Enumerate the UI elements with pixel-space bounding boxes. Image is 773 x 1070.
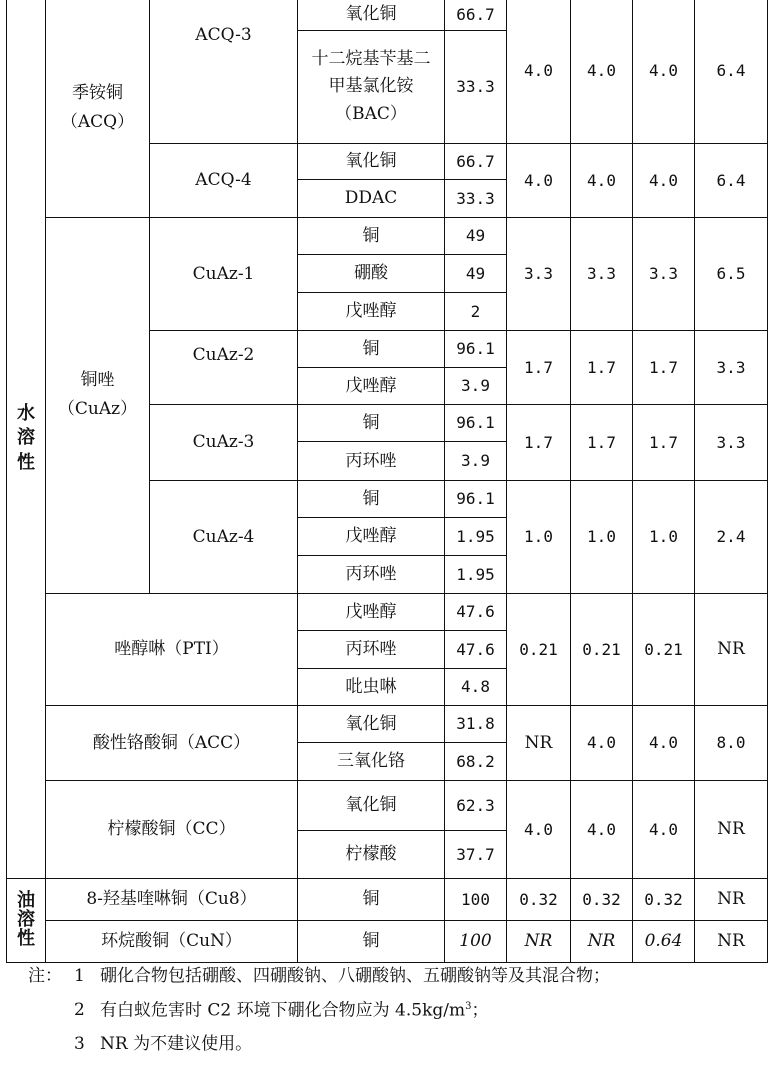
percent-cell: 100 xyxy=(445,879,507,921)
level-cell: NR xyxy=(507,921,571,963)
percent-cell: 33.3 xyxy=(445,31,507,144)
ingredient-cell: 戊唑醇 xyxy=(298,293,445,331)
group-cun: 环烷酸铜（CuN） xyxy=(46,921,298,963)
percent-cell: 37.7 xyxy=(445,831,507,879)
group-acc: 酸性铬酸铜（ACC） xyxy=(46,706,298,781)
category-water-soluble: 水 溶 性 xyxy=(7,0,46,879)
group-cc: 柠檬酸铜（CC） xyxy=(46,781,298,879)
ingredient-cell: 柠檬酸 xyxy=(298,831,445,879)
percent-cell: 49 xyxy=(445,255,507,293)
level-cell: 1.7 xyxy=(571,331,633,405)
level-cell: 1.7 xyxy=(507,405,571,481)
ingredient-cell: 丙环唑 xyxy=(298,556,445,594)
level-cell: 3.3 xyxy=(507,218,571,331)
group-cu8: 8-羟基喹啉铜（Cu8） xyxy=(46,879,298,921)
group-cuaz: 铜唑 （CuAz） xyxy=(46,218,150,594)
ingredient-cell: 氧化铜 xyxy=(298,706,445,743)
percent-cell: 31.8 xyxy=(445,706,507,743)
note-text: 有白蚁危害时 C2 环境下硼化合物应为 $4.5kg/m^3$； xyxy=(100,1000,489,1021)
level-cell: 4.0 xyxy=(633,781,695,879)
percent-cell: 3.9 xyxy=(445,442,507,481)
ingredient-cell: 氧化铜 xyxy=(298,781,445,831)
note-text: NR 为不建议使用。 xyxy=(100,1034,253,1054)
note-line xyxy=(28,968,610,1002)
level-cell: 3.3 xyxy=(571,218,633,331)
percent-cell: 47.6 xyxy=(445,631,507,669)
level-cell: 3.3 xyxy=(695,331,768,405)
ingredient-cell: 铜 xyxy=(298,879,445,921)
level-cell: 0.32 xyxy=(571,879,633,921)
group-acq: 季铵铜 （ACQ） xyxy=(46,0,150,218)
level-cell: 1.7 xyxy=(507,331,571,405)
table-row xyxy=(7,879,768,921)
percent-cell: 96.1 xyxy=(445,481,507,518)
level-cell: 4.0 xyxy=(507,144,571,218)
level-cell: 6.4 xyxy=(695,144,768,218)
note-line xyxy=(28,1002,610,1036)
ingredient-cell: 铜 xyxy=(298,921,445,963)
table-row xyxy=(7,706,768,743)
level-cell: 4.0 xyxy=(507,0,571,144)
level-cell: 8.0 xyxy=(695,706,768,781)
percent-cell: 49 xyxy=(445,218,507,255)
percent-cell: 3.9 xyxy=(445,368,507,405)
level-cell: NR xyxy=(571,921,633,963)
code-acq4: ACQ-4 xyxy=(150,144,298,218)
note-number: 3 xyxy=(74,1034,85,1054)
level-cell: 4.0 xyxy=(571,706,633,781)
level-cell: 0.32 xyxy=(507,879,571,921)
level-cell: 3.3 xyxy=(695,405,768,481)
level-cell: NR xyxy=(507,706,571,781)
table-row xyxy=(7,781,768,831)
percent-cell: 100 xyxy=(445,921,507,963)
notes-label: 注： xyxy=(28,966,62,986)
code-cuaz3: CuAz-3 xyxy=(150,405,298,481)
level-cell: 6.5 xyxy=(695,218,768,331)
ingredient-cell: DDAC xyxy=(298,180,445,218)
ingredient-cell: 丙环唑 xyxy=(298,631,445,669)
percent-cell: 47.6 xyxy=(445,594,507,631)
table-row xyxy=(7,218,768,255)
level-cell: NR xyxy=(695,879,768,921)
level-cell: NR xyxy=(695,921,768,963)
ingredient-cell: 铜 xyxy=(298,218,445,255)
percent-cell: 68.2 xyxy=(445,743,507,781)
level-cell: 1.7 xyxy=(633,331,695,405)
level-cell: 4.0 xyxy=(571,144,633,218)
level-cell: 2.4 xyxy=(695,481,768,594)
level-cell: 4.0 xyxy=(507,781,571,879)
level-cell: 0.21 xyxy=(507,594,571,706)
ingredient-cell: 吡虫啉 xyxy=(298,669,445,706)
level-cell: 0.21 xyxy=(633,594,695,706)
table-row xyxy=(7,594,768,631)
percent-cell: 62.3 xyxy=(445,781,507,831)
level-cell: 4.0 xyxy=(571,0,633,144)
level-cell: 0.21 xyxy=(571,594,633,706)
level-cell: NR xyxy=(695,781,768,879)
level-cell: 1.0 xyxy=(507,481,571,594)
percent-cell: 96.1 xyxy=(445,331,507,368)
ingredient-cell: 戊唑醇 xyxy=(298,594,445,631)
percent-cell: 1.95 xyxy=(445,556,507,594)
table-row xyxy=(7,921,768,963)
ingredient-cell: 十二烷基苄基二 甲基氯化铵 （BAC） xyxy=(298,31,445,144)
percent-cell: 4.8 xyxy=(445,669,507,706)
ingredient-cell: 戊唑醇 xyxy=(298,518,445,556)
ingredient-cell: 氧化铜 xyxy=(298,0,445,31)
percent-cell: 66.7 xyxy=(445,0,507,31)
ingredient-cell: 三氧化铬 xyxy=(298,743,445,781)
level-cell: 4.0 xyxy=(571,781,633,879)
code-cuaz2: CuAz-2 xyxy=(150,331,298,405)
ingredient-cell: 氧化铜 xyxy=(298,144,445,180)
level-cell: 1.0 xyxy=(571,481,633,594)
table-notes xyxy=(28,968,610,1070)
note-text: 硼化合物包括硼酸、四硼酸钠、八硼酸钠、五硼酸钠等及其混合物； xyxy=(100,966,610,986)
code-cuaz1: CuAz-1 xyxy=(150,218,298,331)
percent-cell: 66.7 xyxy=(445,144,507,180)
table-row xyxy=(7,0,768,31)
percent-cell: 2 xyxy=(445,293,507,331)
level-cell: 0.32 xyxy=(633,879,695,921)
percent-cell: 1.95 xyxy=(445,518,507,556)
ingredient-cell: 硼酸 xyxy=(298,255,445,293)
level-cell: NR xyxy=(695,594,768,706)
level-cell: 1.7 xyxy=(633,405,695,481)
level-cell: 4.0 xyxy=(633,706,695,781)
ingredient-cell: 铜 xyxy=(298,405,445,442)
level-cell: 4.0 xyxy=(633,144,695,218)
level-cell: 6.4 xyxy=(695,0,768,144)
level-cell: 0.64 xyxy=(633,921,695,963)
ingredient-cell: 丙环唑 xyxy=(298,442,445,481)
level-cell: 4.0 xyxy=(633,0,695,144)
code-cuaz4: CuAz-4 xyxy=(150,481,298,594)
preservative-table xyxy=(6,0,768,963)
note-number: 1 xyxy=(74,966,85,986)
group-pti: 唑醇啉（PTI） xyxy=(46,594,298,706)
ingredient-cell: 铜 xyxy=(298,481,445,518)
percent-cell: 33.3 xyxy=(445,180,507,218)
ingredient-cell: 戊唑醇 xyxy=(298,368,445,405)
level-cell: 1.0 xyxy=(633,481,695,594)
note-line xyxy=(28,1036,610,1070)
note-number: 2 xyxy=(74,1000,85,1020)
code-acq3: ACQ-3 xyxy=(150,0,298,144)
level-cell: 3.3 xyxy=(633,218,695,331)
level-cell: 1.7 xyxy=(571,405,633,481)
percent-cell: 96.1 xyxy=(445,405,507,442)
ingredient-cell: 铜 xyxy=(298,331,445,368)
category-oil-soluble: 油 溶 性 xyxy=(7,879,46,963)
